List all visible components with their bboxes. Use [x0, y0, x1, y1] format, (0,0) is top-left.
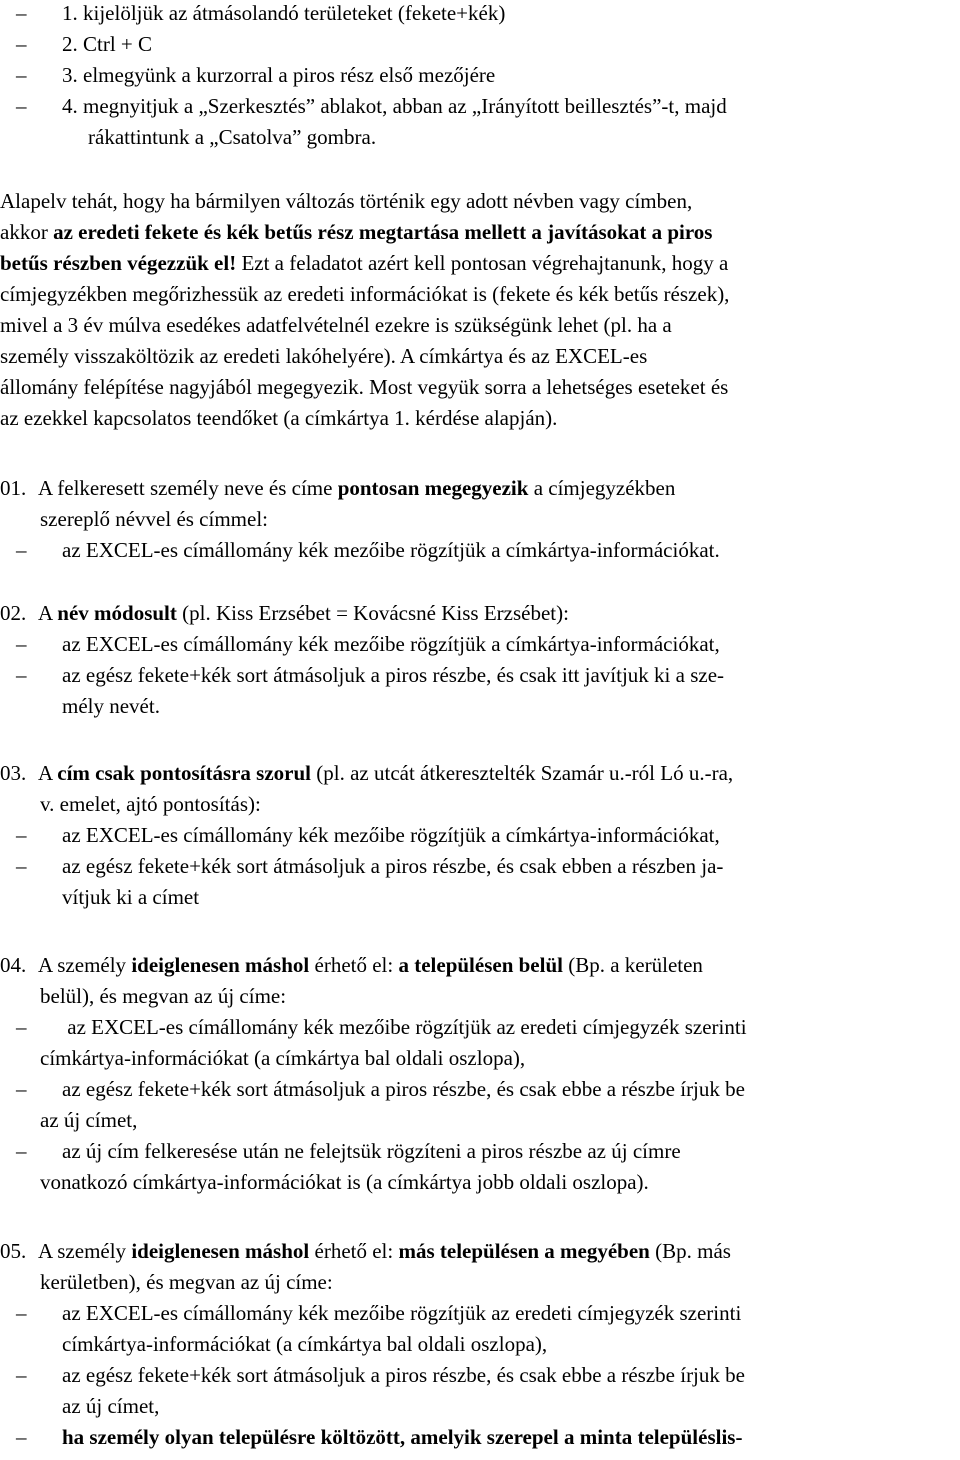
- list-item: – az új cím felkeresése után ne felejtsük rögzíteni a piros részbe az új címre: [0, 1136, 960, 1167]
- dash-bullet: –: [16, 32, 27, 56]
- list-item: – az egész fekete+kék sort átmásoljuk a piros részbe, és csak ebben a részben ja-: [0, 851, 960, 882]
- case-number: 04.: [0, 953, 27, 977]
- case-01: 01. A felkeresett személy neve és címe pontosan megegyezik a címjegyzékben szereplő névvel és címmel: – az EXCEL-es címállomány kék mezőibe rögzítjük a címkártya-információkat.: [0, 473, 960, 566]
- list-item: – az egész fekete+kék sort átmásoljuk a piros részbe, és csak itt javítjuk ki a sze-: [0, 660, 960, 691]
- dash-bullet: –: [16, 1363, 27, 1387]
- dash-bullet: –: [16, 854, 27, 878]
- case-03: 03. A cím csak pontosításra szorul (pl. az utcát átkeresztelték Szamár u.-ról Ló u.-ra, v. emelet, ajtó pontosítás): – az EXCEL-es címállomány kék mezőibe rögzítjük a címkártya-információkat, – az egész fekete+kék sort átmásoljuk a piros részbe, és csak ebben a részben ja- vítjuk ki a címet: [0, 758, 960, 913]
- steps-list: [0, 0, 960, 153]
- list-item: – az EXCEL-es címállomány kék mezőibe rögzítjük az eredeti címjegyzék szerinti: [0, 1012, 960, 1043]
- list-item: – az egész fekete+kék sort átmásoljuk a piros részbe, és csak ebbe a részbe írjuk be: [0, 1360, 960, 1391]
- dash-bullet: –: [16, 1077, 27, 1101]
- dash-bullet: –: [16, 1301, 27, 1325]
- principle-emphasis: az eredeti fekete és kék betűs rész megtartása mellett a javításokat a piros: [53, 220, 713, 244]
- dash-bullet: –: [16, 632, 27, 656]
- case-number: 05.: [0, 1239, 27, 1263]
- dash-bullet: –: [16, 1425, 27, 1449]
- dash-bullet: –: [16, 1, 27, 25]
- case-number: 03.: [0, 761, 27, 785]
- list-item: – ha személy olyan településre költözött, amelyik szerepel a minta településlis-: [0, 1422, 960, 1453]
- dash-bullet: –: [16, 1015, 27, 1039]
- dash-bullet: –: [16, 63, 27, 87]
- dash-bullet: –: [16, 1139, 27, 1163]
- case-number: 01.: [0, 476, 27, 500]
- list-item: – 1. kijelöljük az átmásolandó területeket (fekete+kék): [0, 0, 960, 29]
- dash-bullet: –: [16, 94, 27, 118]
- principle-paragraph: Alapelv tehát, hogy ha bármilyen változás történik egy adott névben vagy címben, akkor az eredeti fekete és kék betűs rész megtartása mellett a javításokat a piros betűs részben végezzük el! Ezt a feladatot azért kell pontosan végrehajtanunk, hogy a címjegyzékben megőrizhessük az eredeti információkat is (fekete és kék betűs részek), mivel a 3 év múlva esedékes adatfelvételnél ezekre is szükségünk lehet (pl. ha a személy visszaköltözik az eredeti lakóhelyére). A címkártya és az EXCEL-es állomány felépítése nagyjából megegyezik. Most vegyük sorra a lehetséges eseteket és az ezekkel kapcsolatos teendőket (a címkártya 1. kérdése alapján).: [0, 189, 730, 430]
- list-item: – az EXCEL-es címállomány kék mezőibe rögzítjük a címkártya-információkat,: [0, 820, 960, 851]
- list-item: – 3. elmegyünk a kurzorral a piros rész első mezőjére: [0, 60, 960, 91]
- dash-bullet: –: [16, 823, 27, 847]
- list-item: – az EXCEL-es címállomány kék mezőibe rögzítjük a címkártya-információkat.: [0, 535, 960, 566]
- case-02: 02. A név módosult (pl. Kiss Erzsébet = Kovácsné Kiss Erzsébet): – az EXCEL-es címállomány kék mezőibe rögzítjük a címkártya-információkat, – az egész fekete+kék sort átmásoljuk a piros részbe, és csak itt javítjuk ki a sze- mély nevét.: [0, 598, 960, 722]
- case-04: 04. A személy ideiglenesen máshol érhető el: a településen belül (Bp. a kerületen belül), és megvan az új címe: – az EXCEL-es címállomány kék mezőibe rögzítjük az eredeti címjegyzék szerinti címkártya-információkat (a címkártya bal oldali oszlopa), – az egész fekete+kék sort átmásoljuk a piros részbe, és csak ebbe a részbe írjuk be az új címet, – az új cím felkeresése után ne felejtsük rögzíteni a piros részbe az új címre vonatkozó címkártya-információkat is (a címkártya jobb oldali oszlopa).: [0, 950, 960, 1198]
- dash-bullet: –: [16, 663, 27, 687]
- list-item: – az EXCEL-es címállomány kék mezőibe rögzítjük az eredeti címjegyzék szerinti: [0, 1298, 960, 1329]
- dash-bullet: –: [16, 538, 27, 562]
- case-number: 02.: [0, 601, 27, 625]
- list-item: – 2. Ctrl + C: [0, 29, 960, 60]
- list-item: – az egész fekete+kék sort átmásoljuk a piros részbe, és csak ebbe a részbe írjuk be: [0, 1074, 960, 1105]
- list-item-continuation: rákattintunk a „Csatolva” gombra.: [88, 125, 377, 149]
- principle-emphasis-end: betűs részben végezzük el!: [0, 251, 237, 275]
- list-item: – az EXCEL-es címállomány kék mezőibe rögzítjük a címkártya-információkat,: [0, 629, 960, 660]
- case-05: 05. A személy ideiglenesen máshol érhető el: más településen a megyében (Bp. más kerületben), és megvan az új címe: – az EXCEL-es címállomány kék mezőibe rögzítjük az eredeti címjegyzék szerinti címkártya-információkat (a címkártya bal oldali oszlopa), – az egész fekete+kék sort átmásoljuk a piros részbe, és csak ebbe a részbe írjuk be az új címet, – ha személy olyan településre költözött, amelyik szerepel a minta településlis-: [0, 1236, 960, 1453]
- list-item: – 4. megnyitjuk a „Szerkesztés” ablakot, abban az „Irányított beillesztés”-t, majd: [0, 91, 960, 122]
